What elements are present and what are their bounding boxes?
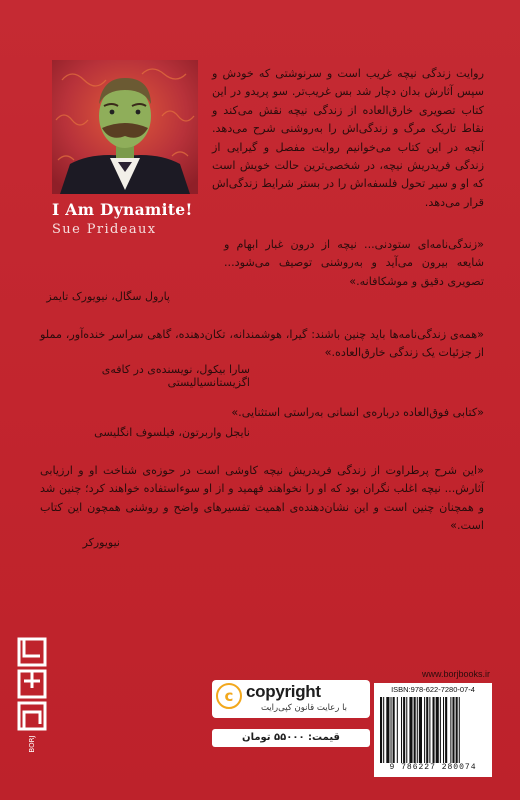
barcode-bar [450,697,451,763]
publisher-logo-icon [16,636,48,756]
barcode-bar [386,697,389,763]
barcode-bar [429,697,430,763]
review-source: سارا بیکول، نویسنده‌ی در کافه‌ی اگزیستانسیالیستی [101,363,250,389]
barcode-bar [403,697,405,763]
barcode-bar [417,697,418,763]
barcode-bar [440,697,441,763]
nietzsche-portrait [52,60,198,194]
barcode-bar [426,697,428,763]
barcode-icon [380,697,486,763]
barcode-panel [374,683,492,777]
copyright-badge [212,680,370,718]
barcode-bar [456,697,458,763]
barcode-bar [424,697,425,763]
barcode-bar [443,697,444,763]
publisher-logo-text: BORJ [28,735,36,753]
review-quote-text: «زندگی‌نامه‌ای ستودنی... نیچه از درون غبار ابهام و شایعه بیرون می‌آید و به‌روشنی توصیف می‌شود... تصویری دقیق و موشکافانه.» [224,238,484,288]
review-quote-text: «کتابی فوق‌العاده درباره‌ی انسانی به‌راستی استثنایی.» [231,406,484,419]
publisher-website: www.borjbooks.ir [421,669,490,679]
isbn-number: ISBN:978-622-7280-07-4 [391,685,475,694]
barcode-bar [401,697,402,763]
review-quote [40,236,484,291]
barcode-bar [459,697,460,763]
barcode-number: 9 786227 280074 [389,763,477,772]
review-quote-text: «این شرح پرطراوت از زندگی فریدریش نیچه کاوشی است در حوزه‌ی شناخت او و ارزیابی آثارش... نیچه اغلب نگران بود که او را نخواهند فهمید و از او سوءاستفاده خواهند کرد؛ چنین شد و همچنان چنین است و این نشان‌دهنده‌ی اهمیت تفسیرهای واضح و روشنی همچون این کتاب است.» [40,464,484,533]
blurb-paragraph: روایت زندگی نیچه غریب است و سرنوشتی که خودش و سپس آثارش بدان دچار شد بس غریب‌تر. سو پریدو در این کتاب تصویری خارق‌العاده از زندگی نیچه نقش می‌کند و نقاط تاریک مرگ و زندگی‌اش را به‌روشنی شرح می‌دهد. آنچه در این کتاب می‌خوانیم روایت مفصل و گیرایی از زندگی فریدریش نیچه، در شخصی‌ترین حالت خویش است که او و سیر تحول فلسفه‌اش را در بستر شرایط زندگی‌اش قرار می‌دهد. [212,67,484,209]
barcode-bar [452,697,454,763]
barcode-bar [380,697,382,763]
barcode-bar [433,697,435,763]
price-label: قیمت: ۵۵۰۰۰ تومان [212,729,370,747]
author-name-english: Sue Prideaux [52,222,157,237]
barcode-bar [419,697,422,763]
review-source: نایجل واربرتون، فیلسوف انگلیسی [94,426,250,439]
review-source: پارول سگال، نیویورک تایمز [46,290,170,303]
barcode-bar [445,697,447,763]
barcode-bar [393,697,395,763]
barcode-bar [391,697,392,763]
review-source: نیویورکر [82,536,120,549]
barcode-bar [406,697,407,763]
barcode-bar [397,697,398,763]
copyright-subtitle: با رعایت قانون کپی‌رایت [260,703,348,713]
copyright-symbol-icon: c [216,683,242,709]
copyright-label: copyright [246,682,321,701]
book-title-english: I Am Dynamite! [52,200,193,219]
barcode-bar [436,697,439,763]
barcode-bar [383,697,384,763]
barcode-bar [409,697,412,763]
barcode-bar [414,697,416,763]
review-quote-text: «همه‌ی زندگی‌نامه‌ها باید چنین باشند: گیرا، هوشمندانه، تکان‌دهنده، گاهی سراسر خنده‌آور، مملو از جزئیات یک زندگی خارق‌العاده.» [40,328,484,360]
